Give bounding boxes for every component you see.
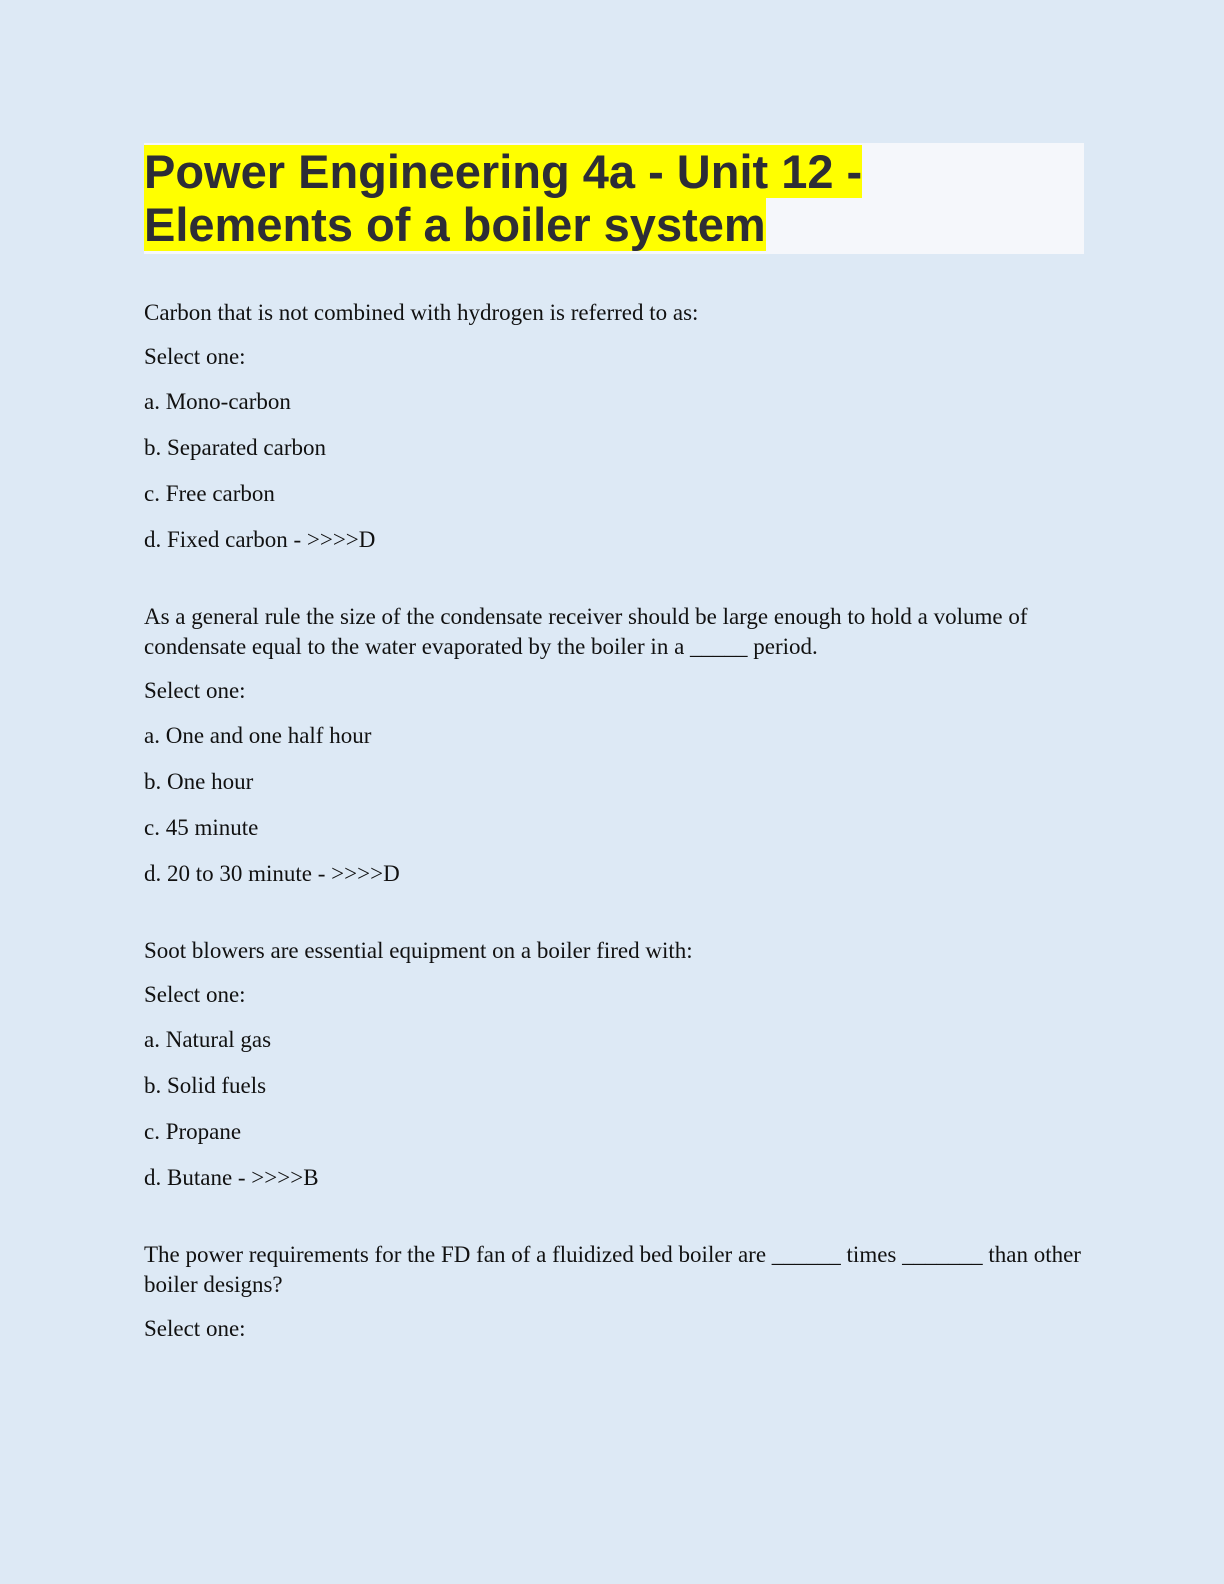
select-one-label: Select one: xyxy=(144,678,246,703)
option-c: c. Propane xyxy=(144,1119,242,1144)
select-one-label: Select one: xyxy=(144,1316,246,1341)
option-c: c. Free carbon xyxy=(144,481,275,506)
title-block xyxy=(144,143,1084,254)
title-line-2: Elements of a boiler system xyxy=(144,198,766,251)
option-list xyxy=(144,1025,1084,1193)
page-title xyxy=(144,145,1084,251)
question-1 xyxy=(144,298,1084,555)
question-text: The power requirements for the FD fan of a fluidized bed boiler are ______ times _______ than other boiler designs? xyxy=(144,1242,1081,1297)
select-one-label: Select one: xyxy=(144,982,246,1007)
question-text: Carbon that is not combined with hydrogen is referred to as: xyxy=(144,300,699,325)
option-list xyxy=(144,721,1084,889)
question-4 xyxy=(144,1240,1084,1344)
question-2 xyxy=(144,602,1084,889)
option-d: d. Butane - >>>>B xyxy=(144,1165,319,1190)
option-b: b. Separated carbon xyxy=(144,435,327,460)
title-line-1: Power Engineering 4a - Unit 12 - xyxy=(144,145,863,198)
option-a: a. Natural gas xyxy=(144,1027,272,1052)
question-list xyxy=(144,298,1084,1344)
option-b: b. One hour xyxy=(144,769,254,794)
select-one-label: Select one: xyxy=(144,344,246,369)
option-b: b. Solid fuels xyxy=(144,1073,267,1098)
option-d: d. 20 to 30 minute - >>>>D xyxy=(144,861,400,886)
option-d: d. Fixed carbon - >>>>D xyxy=(144,527,376,552)
option-c: c. 45 minute xyxy=(144,815,259,840)
option-list xyxy=(144,387,1084,555)
question-text: Soot blowers are essential equipment on a boiler fired with: xyxy=(144,938,693,963)
document-content xyxy=(144,143,1084,1391)
option-a: a. Mono-carbon xyxy=(144,389,291,414)
option-a: a. One and one half hour xyxy=(144,723,372,748)
question-text: As a general rule the size of the condensate receiver should be large enough to hold a volume of condensate equal to the water evaporated by the boiler in a _____ period. xyxy=(144,604,1028,659)
question-3 xyxy=(144,936,1084,1193)
